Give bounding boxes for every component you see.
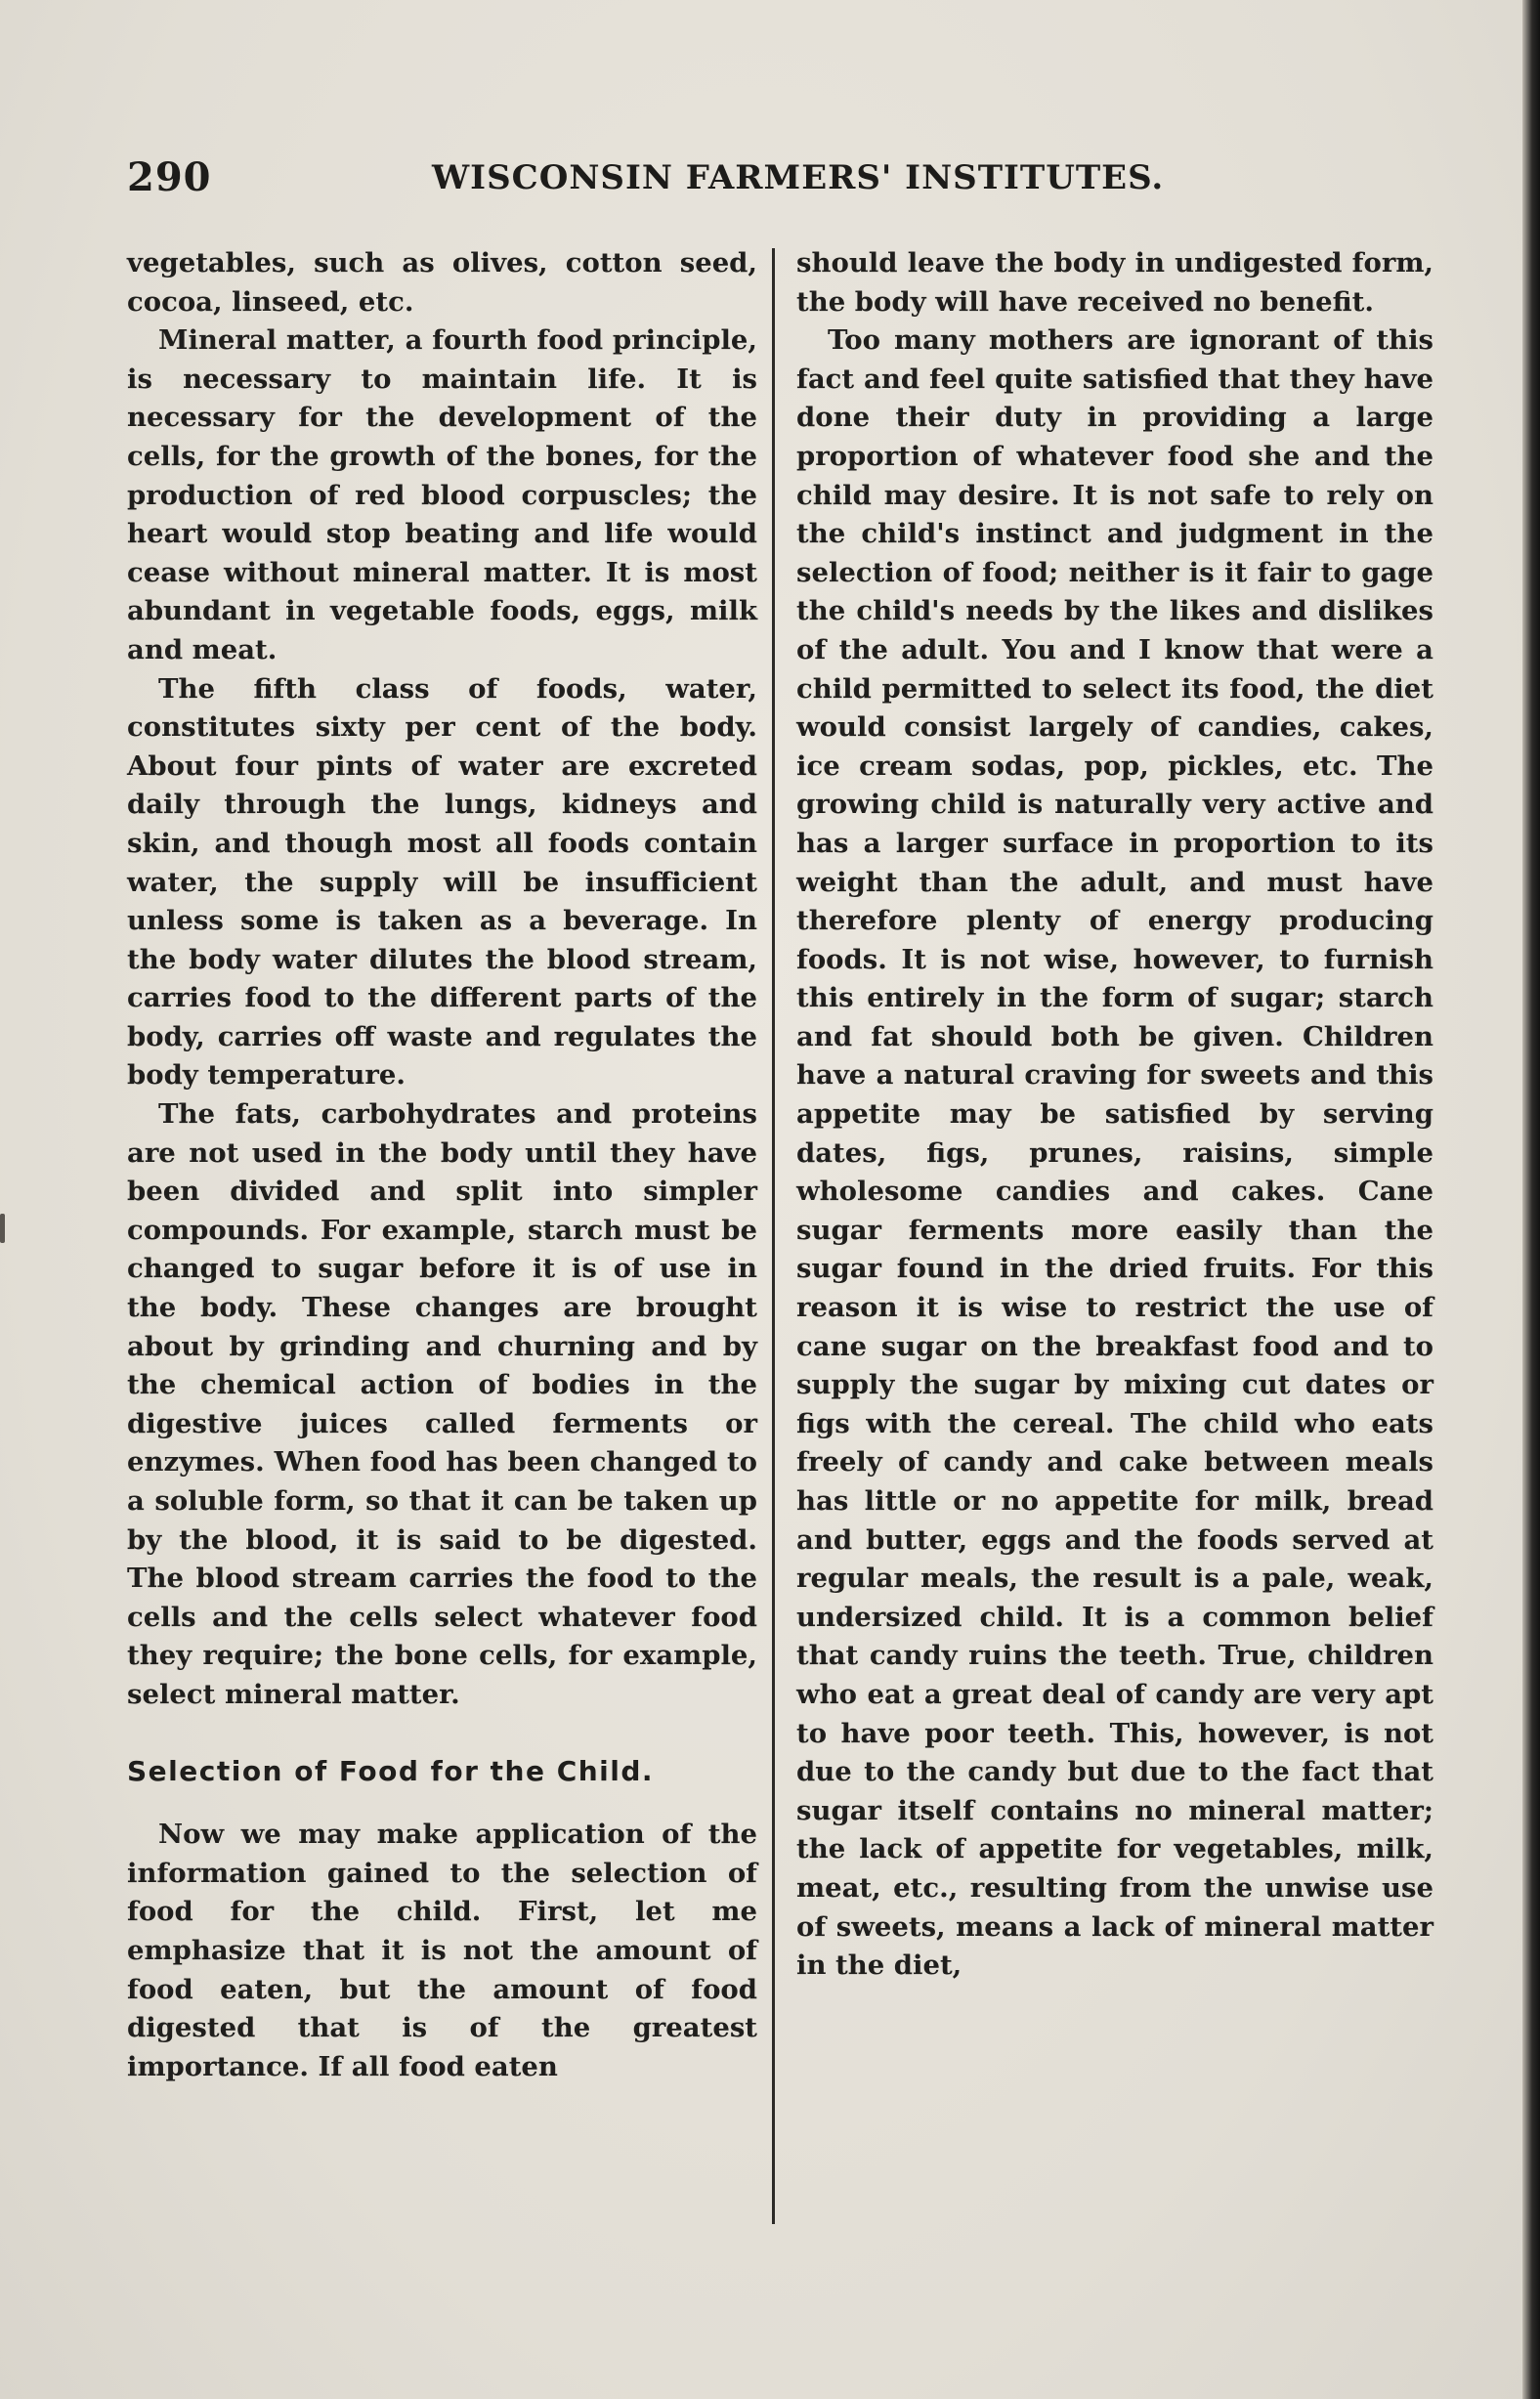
right-column [796, 244, 1433, 1986]
left-paragraph-3: The fifth class of foods, water, constitutes sixty per cent of the body. About four pints of water are excreted daily through the lungs, kidneys and skin, and though most all foods contain water, the supply will be insufficient unless some is taken as a beverage. In the body water dilutes the blood stream, carries food to the different parts of the body, carries off waste and regulates the body temperature. [127, 672, 757, 1092]
section-heading: Selection of Food for the Child. [127, 1754, 655, 1787]
running-head: WISCONSIN FARMERS' INSTITUTES. [432, 158, 1165, 197]
page-number: 290 [127, 154, 212, 200]
page-header [127, 154, 1165, 203]
right-paragraph-1: should leave the body in undigested form, the body will have received no benefit. [796, 247, 1433, 318]
left-paragraph-1: vegetables, such as olives, cotton seed, cocoa, linseed, etc. [127, 247, 757, 318]
page-edge-shadow [1522, 0, 1540, 2399]
right-paragraph-2: Too many mothers are ignorant of this fact and feel quite satisfied that they have done their duty in providing a large proportion of whatever food she and the child may desire. It is not safe to rely on the child's instinct and judgment in the selection of food; neither is it fair to gage the child's needs by the likes and dislikes of the adult. You and I know that were a child permitted to select its food, the diet would consist largely of candies, cakes, ice cream sodas, pop, pickles, etc. The growing child is naturally very active and has a larger surface in proportion to its weight than the adult, and must have therefore plenty of energy producing foods. It is not wise, however, to furnish this entirely in the form of sugar; starch and fat should both be given. Children have a natural craving for sweets and this appetite may be satisfied by serving dates, figs, prunes, raisins, simple wholesome candies and cakes. Cane sugar ferments more easily than the sugar found in the dried fruits. For this reason it is wise to restrict the use of cane sugar on the breakfast food and to supply the sugar by mixing cut dates or figs with the cereal. The child who eats freely of candy and cake between meals has little or no appetite for milk, bread and butter, eggs and the foods served at regular meals, the result is a pale, weak, undersized child. It is a common belief that candy ruins the teeth. True, children who eat a great deal of candy are very apt to have poor teeth. This, however, is not due to the candy but due to the fact that sugar itself contains no mineral matter; the lack of appetite for vegetables, milk, meat, etc., resulting from the unwise use of sweets, means a lack of mineral matter in the diet, [796, 324, 1433, 1982]
left-paragraph-5: Now we may make application of the information gained to the selection of food for the child. First, let me emphasize that it is not the amount of food eaten, but the amount of food digested that is of the greatest importance. If all food eaten [127, 1819, 757, 2082]
scan-speck [0, 1214, 5, 1243]
left-column [127, 244, 757, 2086]
left-paragraph-4: The fats, carbohydrates and proteins are not used in the body until they have been divided and split into simpler compounds. For example, starch must be changed to sugar before it is of use in the body. These changes are brought about by grinding and churning and by the chemical action of bodies in the digestive juices called ferments or enzymes. When food has been changed to a soluble form, so that it can be taken up by the blood, it is said to be digested. The blood stream carries the food to the cells and the cells select whatever food they require; the bone cells, for example, select mineral matter. [127, 1098, 757, 1710]
column-divider [772, 248, 775, 2224]
left-paragraph-2: Mineral matter, a fourth food principle, is necessary to maintain life. It is necessary for the development of the cells, for the growth of the bones, for the production of red blood corpuscles; the heart would stop beating and life would cease without mineral matter. It is most abundant in vegetable foods, eggs, milk and meat. [127, 324, 757, 665]
